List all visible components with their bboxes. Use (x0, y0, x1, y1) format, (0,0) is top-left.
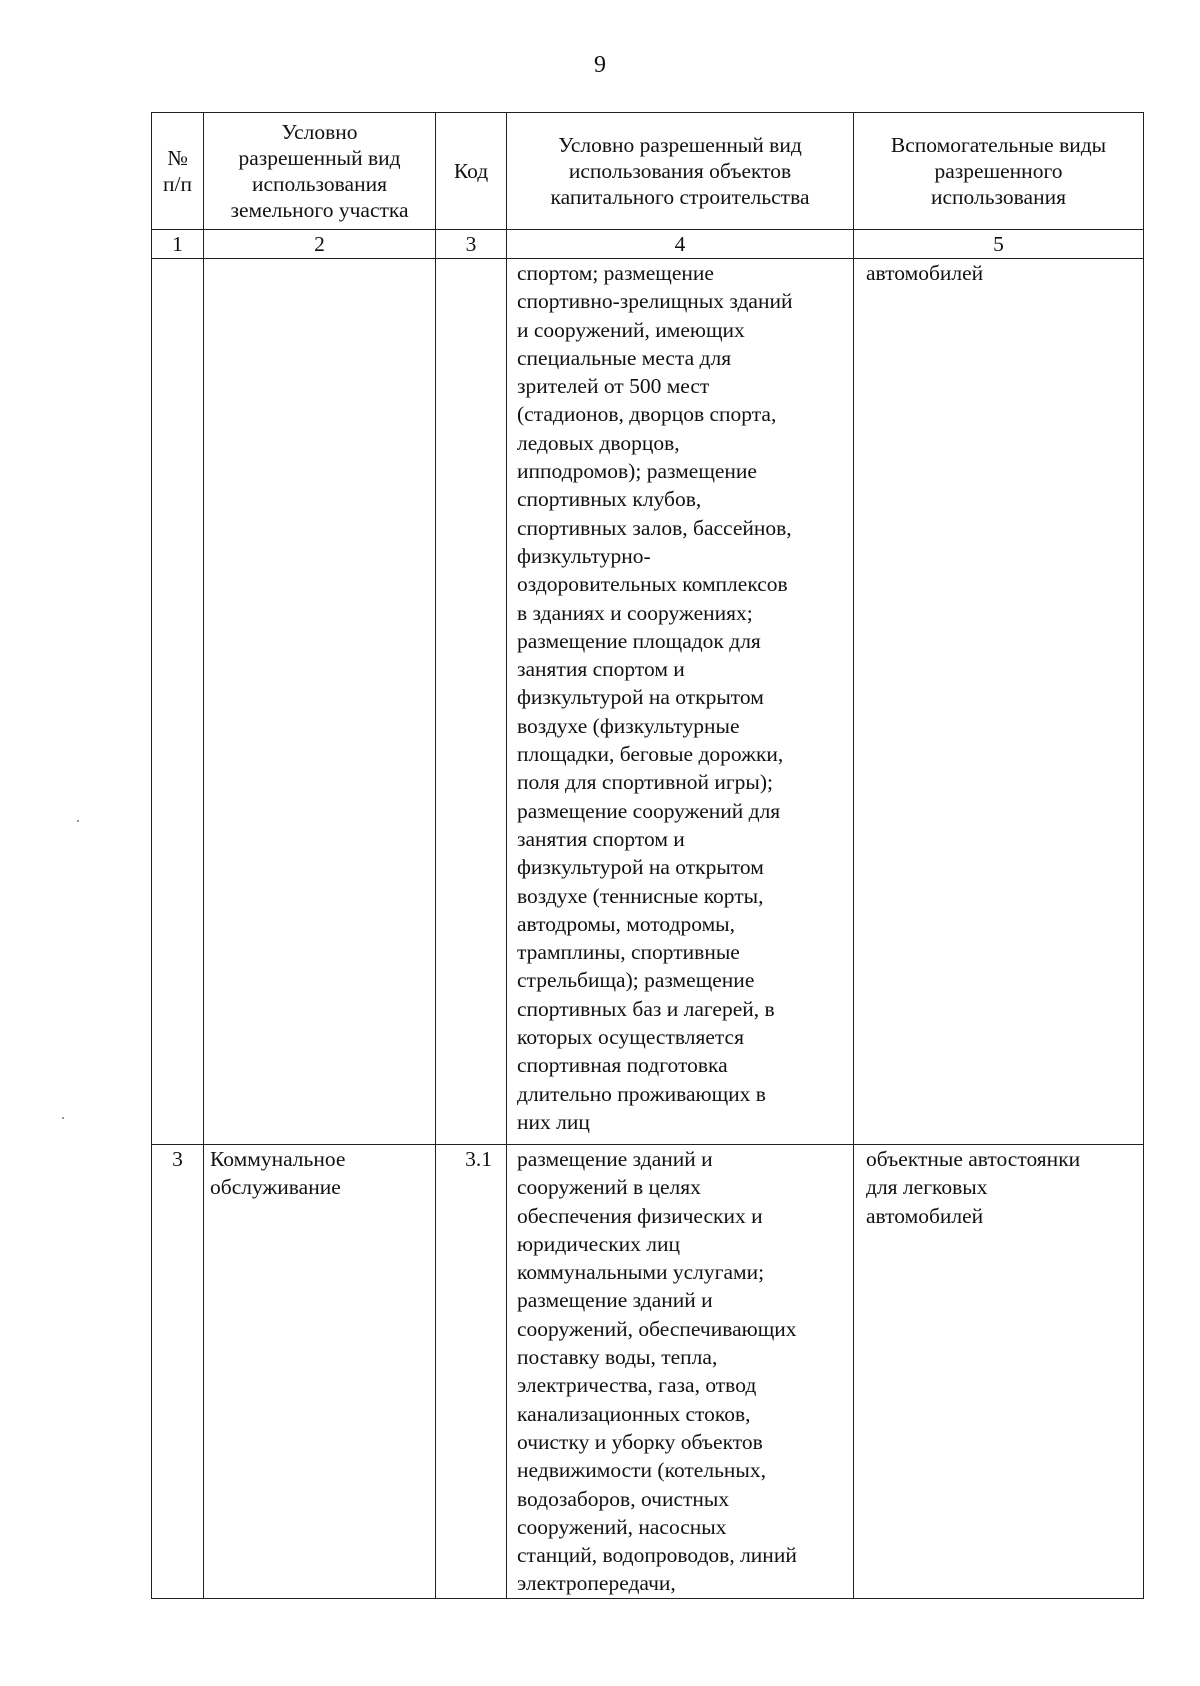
column-number: 4 (507, 230, 854, 259)
row-description: спортом; размещение спортивно-зрелищных зданий и сооружений, имеющих специальные места для зрителей от 500 мест (стадионов, дворцов спорта, ледовых дворцов, ипподромов); размещение спортивных клубов, спортивных залов, бассейнов, физкультурно- оздоровительных комплексов в зданиях и сооружениях; размещение площадок для занятия спортом и физкультурой на открытом воздухе (физкультурные площадки, беговые дорожки, поля для спортивной игры); размещение сооружений для занятия спортом и физкультурой на открытом воздухе (теннисные корты, автодромы, мотодромы, трамплины, спортивные стрельбища); размещение спортивных баз и лагерей, в которых осуществляется спортивная подготовка длительно проживающих в них лиц (507, 259, 854, 1145)
row-code (436, 259, 507, 1145)
row-land-use (204, 259, 436, 1145)
column-number: 5 (854, 230, 1144, 259)
column-number: 2 (204, 230, 436, 259)
header-aux-use: Вспомогательные виды разрешенного использования (854, 113, 1144, 230)
header-land-use: Условно разрешенный вид использования земельного участка (204, 113, 436, 230)
page-number: 9 (594, 52, 606, 78)
column-number: 1 (152, 230, 204, 259)
row-aux-use: объектные автостоянки для легковых автомобилей (854, 1145, 1144, 1599)
table-row (152, 259, 1144, 1145)
header-number: № п/п (152, 113, 204, 230)
row-number: 3 (152, 1145, 204, 1599)
table-header-row (152, 113, 1144, 230)
row-aux-use: автомобилей (854, 259, 1144, 1145)
column-number: 3 (436, 230, 507, 259)
column-numbers-row (152, 230, 1144, 259)
table-row (152, 1145, 1144, 1599)
row-number (152, 259, 204, 1145)
row-land-use: Коммунальное обслуживание (204, 1145, 436, 1599)
land-use-table (151, 112, 1144, 1599)
scan-speck (77, 820, 79, 822)
scan-speck (62, 1117, 64, 1119)
row-description: размещение зданий и сооружений в целях обеспечения физических и юридических лиц коммунальными услугами; размещение зданий и сооружений, обеспечивающих поставку воды, тепла, электричества, газа, отвод канализационных стоков, очистку и уборку объектов недвижимости (котельных, водозаборов, очистных сооружений, насосных станций, водопроводов, линий электропередачи, (507, 1145, 854, 1599)
row-code: 3.1 (436, 1145, 507, 1599)
header-capital-use: Условно разрешенный вид использования объектов капитального строительства (507, 113, 854, 230)
header-code: Код (436, 113, 507, 230)
